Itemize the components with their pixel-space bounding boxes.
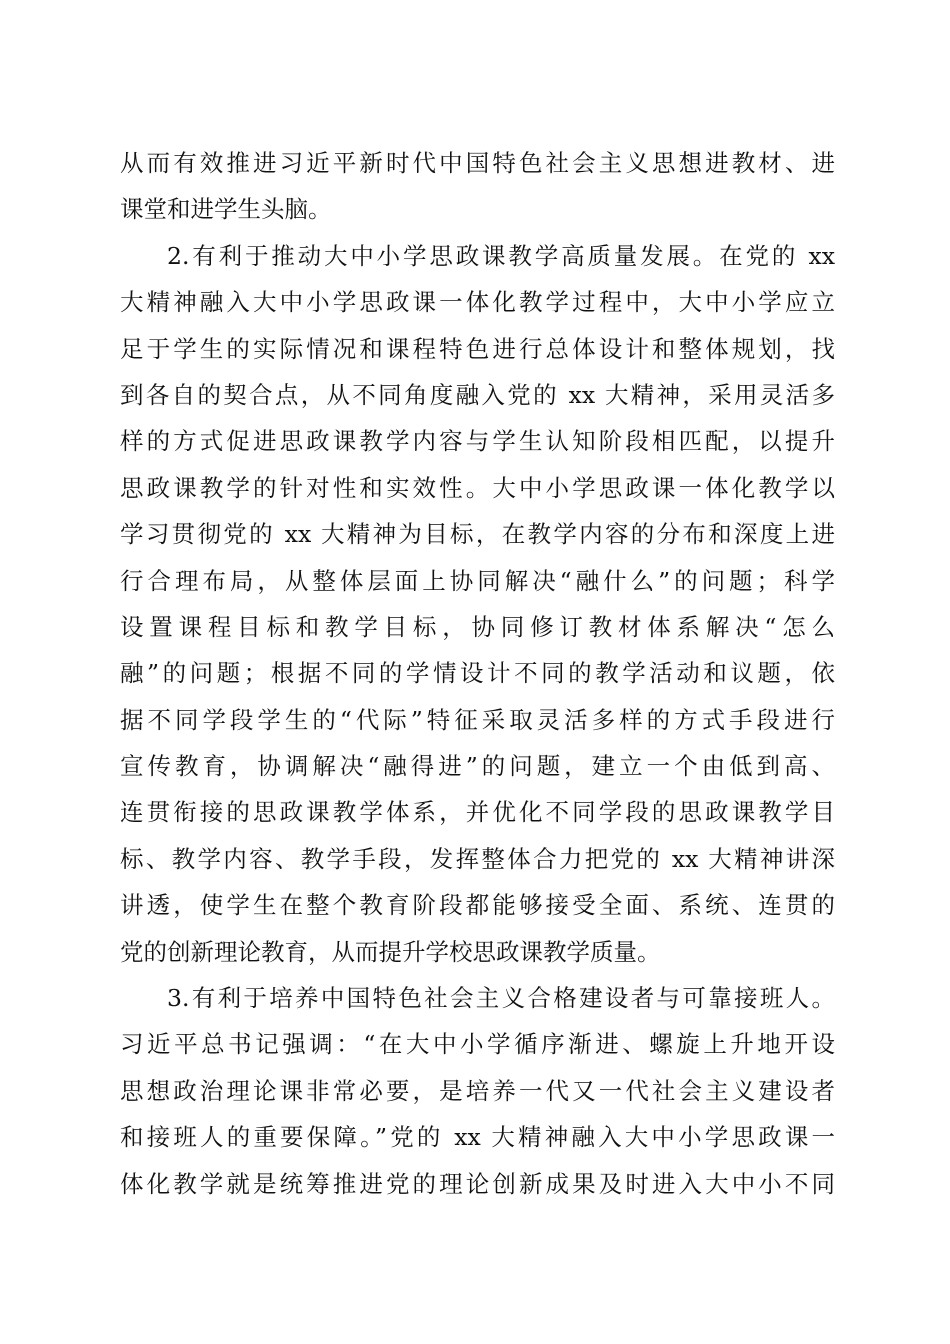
text-line: 课堂和进学生头脑。 bbox=[120, 195, 332, 224]
text-line: 样的方式促进思政课教学内容与学生认知阶段相匹配，以提升 bbox=[120, 427, 835, 456]
text-line: 设置课程目标和教学目标，协同修订教材体系解决“怎么 bbox=[120, 612, 835, 641]
text-line: 党的创新理论教育，从而提升学校思政课教学质量。 bbox=[120, 937, 661, 966]
text-line: 思想政治理论课非常必要，是培养一代又一代社会主义建设者 bbox=[120, 1076, 835, 1105]
paragraph-start-line: 2.有利于推动大中小学思政课教学高质量发展。在党的 xx bbox=[167, 241, 835, 270]
text-line: 足于学生的实际情况和课程特色进行总体设计和整体规划，找 bbox=[120, 334, 835, 363]
text-line: 思政课教学的针对性和实效性。大中小学思政课一体化教学以 bbox=[120, 473, 835, 502]
text-line: 体化教学就是统筹推进党的理论创新成果及时进入大中小不同 bbox=[120, 1169, 835, 1198]
text-line: 据不同学段学生的“代际”特征采取灵活多样的方式手段进行 bbox=[120, 705, 835, 734]
paragraph-start-line: 3.有利于培养中国特色社会主义合格建设者与可靠接班人。 bbox=[167, 984, 835, 1013]
text-line: 宣传教育，协调解决“融得进”的问题，建立一个由低到高、 bbox=[120, 752, 835, 781]
text-line: 标、教学内容、教学手段，发挥整体合力把党的 xx 大精神讲深 bbox=[120, 844, 835, 873]
text-line: 讲透，使学生在整个教育阶段都能够接受全面、系统、连贯的 bbox=[120, 891, 835, 920]
body-text bbox=[120, 140, 835, 1207]
text-line: 连贯衔接的思政课教学体系，并优化不同学段的思政课教学目 bbox=[120, 798, 835, 827]
text-line: 和接班人的重要保障。”党的 xx 大精神融入大中小学思政课一 bbox=[120, 1123, 835, 1152]
text-line: 从而有效推进习近平新时代中国特色社会主义思想进教材、进 bbox=[120, 149, 835, 177]
text-line: 行合理布局，从整体层面上协同解决“融什么”的问题；科学 bbox=[120, 566, 835, 595]
text-line: 大精神融入大中小学思政课一体化教学过程中，大中小学应立 bbox=[120, 288, 835, 317]
text-line: 学习贯彻党的 xx 大精神为目标，在教学内容的分布和深度上进 bbox=[120, 520, 835, 549]
text-line: 到各自的契合点，从不同角度融入党的 xx 大精神，采用灵活多 bbox=[120, 380, 835, 409]
text-line: 习近平总书记强调：“在大中小学循序渐进、螺旋上升地开设 bbox=[120, 1030, 835, 1059]
text-line: 融”的问题；根据不同的学情设计不同的教学活动和议题，依 bbox=[120, 659, 835, 688]
